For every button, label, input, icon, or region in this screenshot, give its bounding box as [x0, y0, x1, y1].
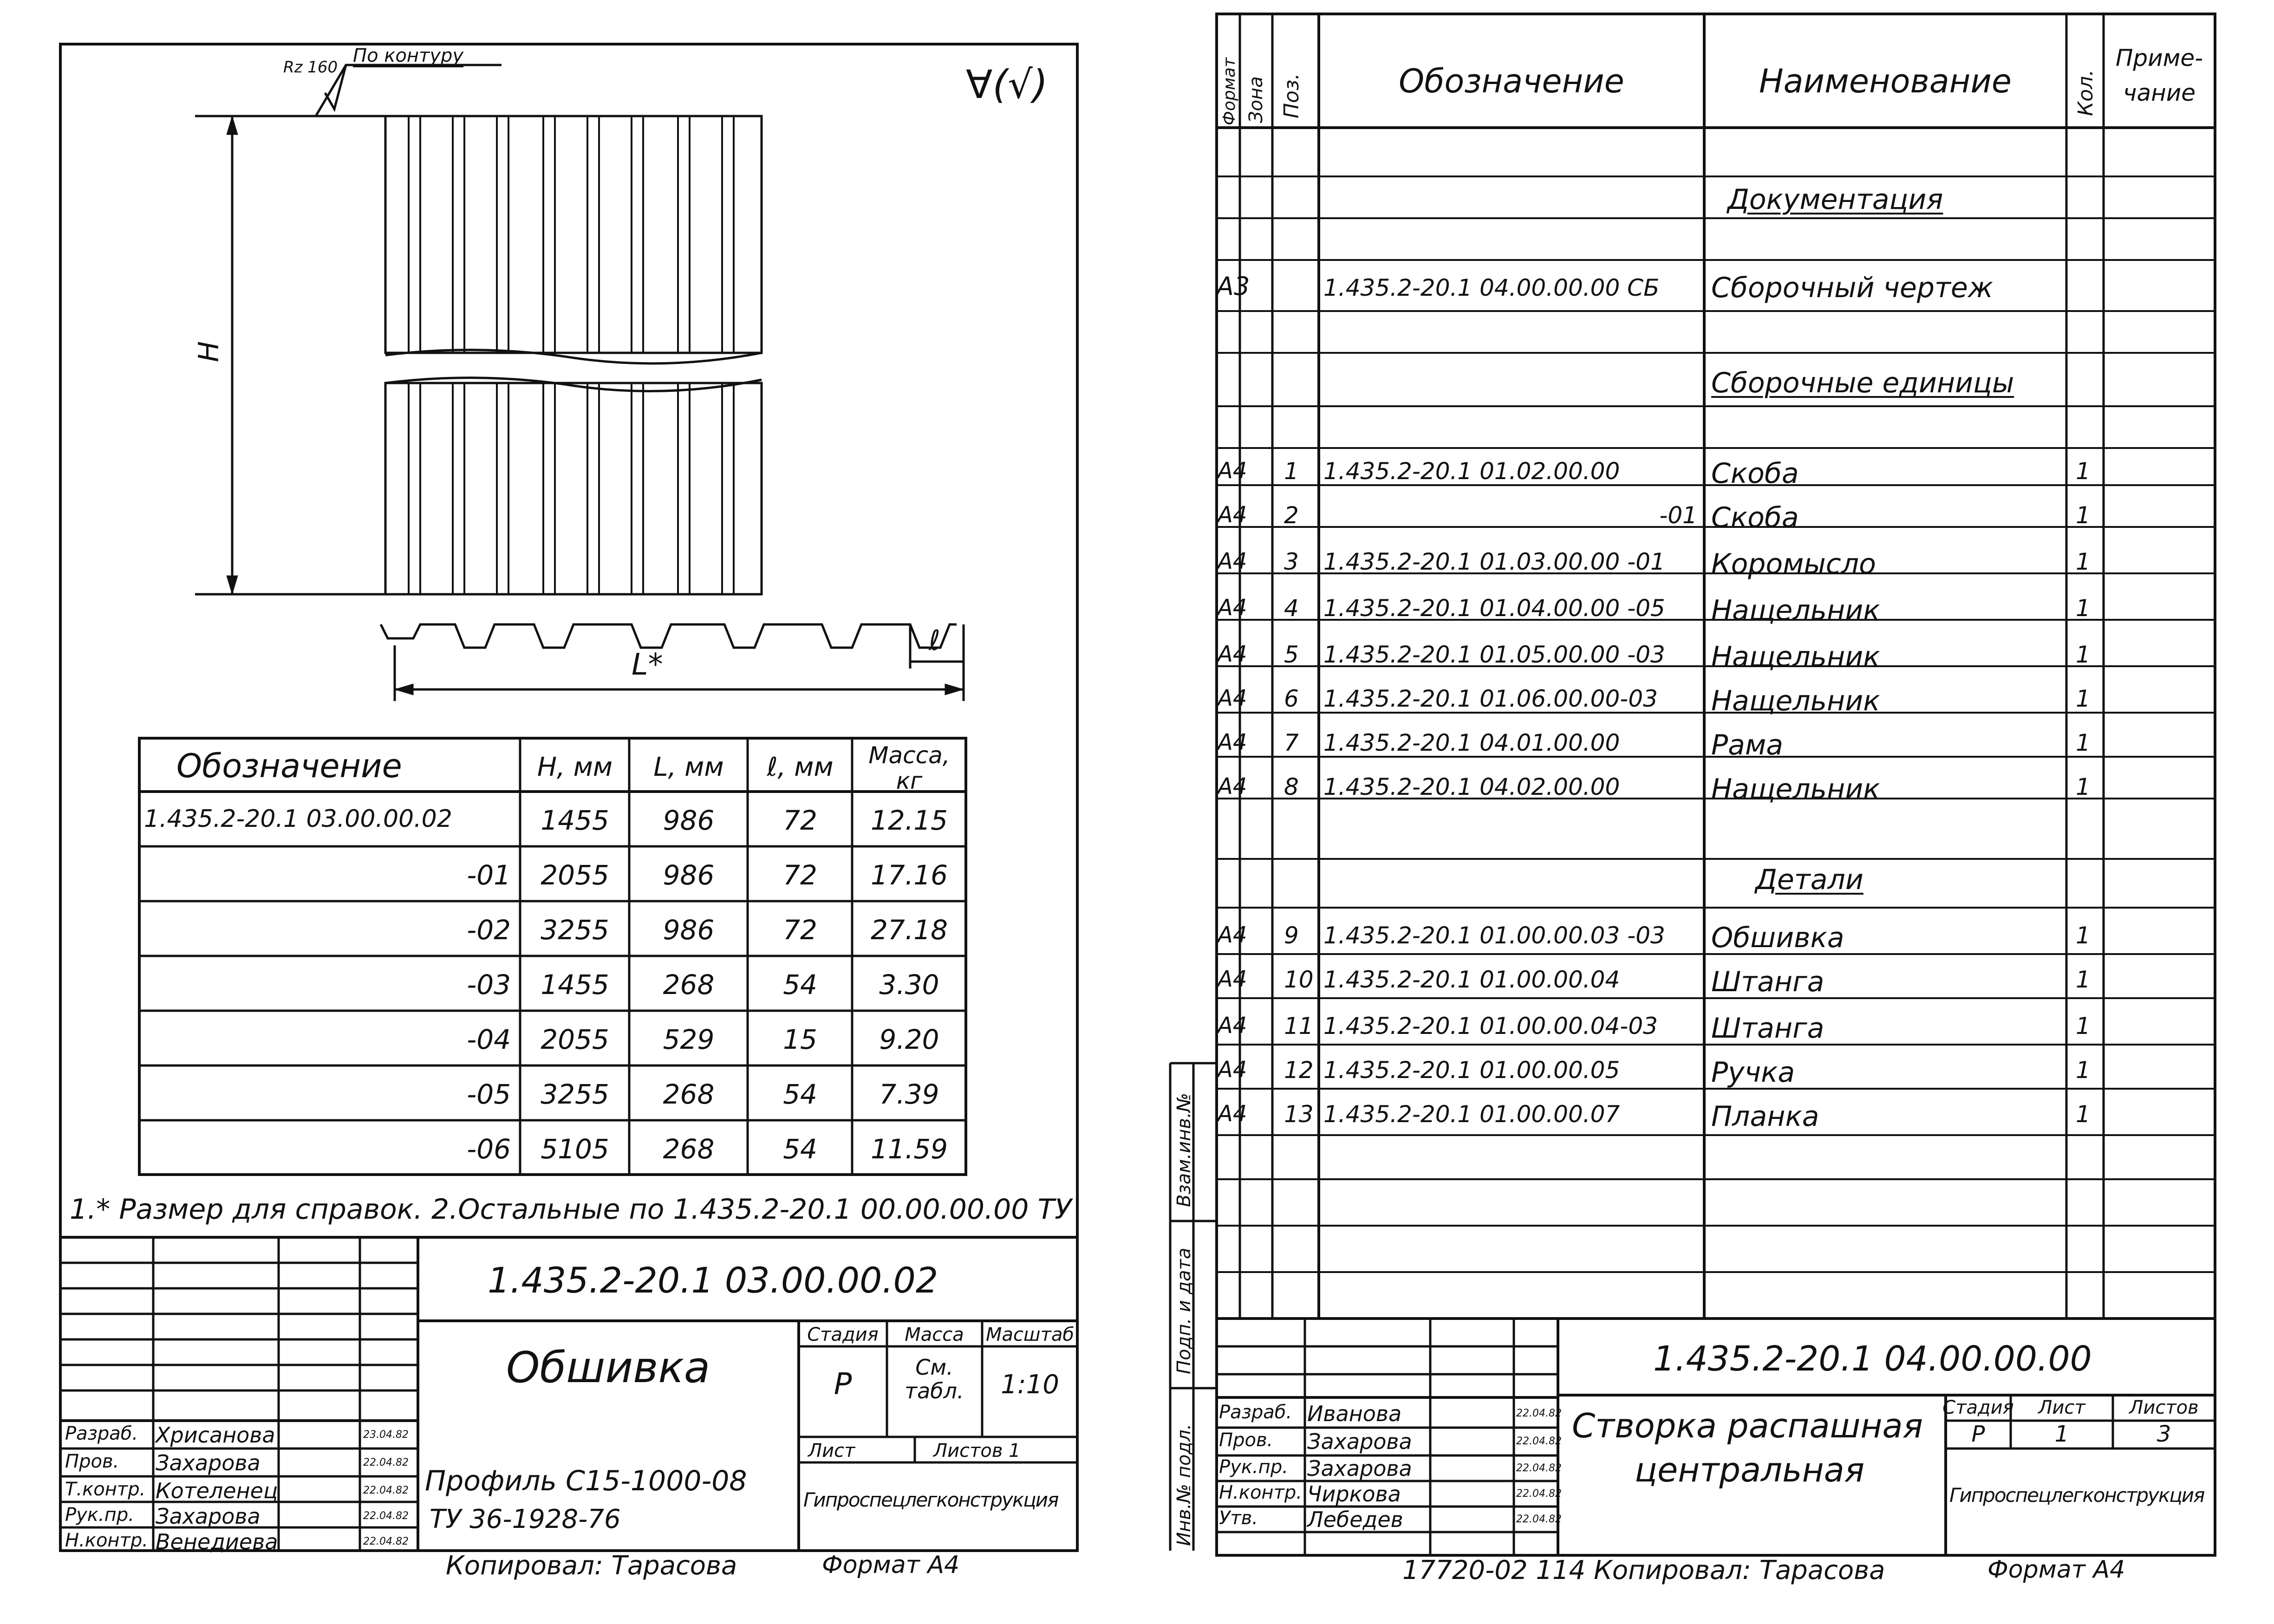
spec-format: А4 [1218, 729, 1247, 755]
table-cell-value: 268 [663, 1133, 715, 1165]
spec-format: А4 [1218, 1101, 1247, 1127]
spec-designation: 1.435.2-20.1 01.00.00.04 [1323, 966, 1620, 993]
signature-role: Рук.пр. [65, 1504, 134, 1526]
spec-format: А4 [1218, 773, 1247, 799]
label-sheet: Лист [808, 1440, 855, 1462]
spec-qty: 1 [2076, 595, 2091, 622]
table-cell-designation: -06 [467, 1133, 511, 1165]
signature-role: Разраб. [1219, 1402, 1292, 1423]
break-line-lower [385, 378, 762, 391]
stage-value: Р [834, 1367, 852, 1402]
signature-date: 22.04.82 [363, 1485, 409, 1496]
table-cell-value: 3255 [541, 914, 609, 946]
signature-role: Пров. [65, 1451, 119, 1472]
material-line2: ТУ 36-1928-76 [430, 1504, 621, 1534]
spec-designation: -01 [1659, 502, 1697, 529]
table-cell-designation: -03 [467, 969, 511, 1000]
spec-pos: 12 [1284, 1057, 1314, 1084]
drawing-sheet-left [0, 0, 1114, 1624]
table-cell-designation: 1.435.2-20.1 03.00.00.02 [144, 805, 452, 833]
copied-by: Копировал: Тарасова [446, 1551, 737, 1581]
header-pos: Поз. [1280, 73, 1303, 118]
spec-name: Скоба [1711, 501, 1799, 534]
table-header-pitch: ℓ, мм [767, 752, 834, 782]
spec-name: Нащельник [1711, 773, 1880, 806]
roughness-note: По контуру [353, 45, 464, 66]
label-sheets: Листов 1 [933, 1440, 1021, 1462]
header-designation: Обозначение [1399, 62, 1624, 100]
table-cell-value: 54 [783, 1078, 817, 1110]
title-name-line2: центральная [1635, 1450, 1865, 1489]
label-sheets: Листов [2129, 1397, 2199, 1418]
label-sheet: Лист [2038, 1397, 2085, 1418]
spec-qty: 1 [2076, 773, 2091, 800]
general-roughness-symbol: ∀(√) [966, 62, 1048, 107]
spec-pos: 11 [1284, 1013, 1314, 1039]
signature-role: Рук.пр. [1219, 1456, 1288, 1478]
spec-pos: 1 [1284, 458, 1299, 485]
spec-name: Штанга [1711, 966, 1824, 998]
title-name: Обшивка [506, 1343, 710, 1392]
signature-role: Пров. [1219, 1429, 1273, 1451]
spec-format: А4 [1218, 458, 1247, 484]
spec-format: А4 [1218, 641, 1247, 667]
spec-qty: 1 [2076, 502, 2091, 529]
signature-name: Иванова [1307, 1401, 1402, 1426]
signature-name: Захарова [156, 1504, 261, 1529]
label-stage: Стадия [1942, 1397, 2014, 1418]
spec-qty: 1 [2076, 1057, 2091, 1084]
spec-format: А4 [1218, 922, 1247, 948]
signature-role: Разраб. [65, 1423, 138, 1444]
signature-name: Венедиева [156, 1529, 278, 1554]
spec-format: А4 [1218, 685, 1247, 711]
signature-date: 22.04.82 [363, 1536, 409, 1547]
label-stage: Стадия [807, 1324, 879, 1345]
spec-name: Штанга [1711, 1012, 1824, 1045]
spec-name: Нащельник [1711, 641, 1880, 673]
signature-date: 22.04.82 [1516, 1514, 1562, 1525]
table-cell-value: 268 [663, 969, 715, 1000]
spec-qty: 1 [2076, 685, 2091, 712]
panel-top-part [385, 116, 762, 353]
signature-name: Захарова [1307, 1429, 1412, 1454]
organization: Гипроспецлегконструкция [803, 1488, 1058, 1511]
title-designation: 1.435.2-20.1 03.00.00.02 [488, 1260, 938, 1301]
spec-designation: 1.435.2-20.1 01.04.00.00 -05 [1323, 595, 1665, 622]
signature-name: Чиркова [1307, 1481, 1401, 1507]
mass-value: См. табл. [905, 1355, 964, 1403]
spec-format: А4 [1218, 502, 1247, 528]
signature-role: Н.контр. [65, 1530, 148, 1551]
spec-qty: 1 [2076, 548, 2091, 575]
table-header-l: L, мм [653, 752, 724, 782]
format-label: Формат А4 [1987, 1556, 2125, 1584]
drawing-sheet-right [1133, 0, 2248, 1624]
dim-label-pitch: ℓ [929, 624, 940, 657]
header-qty: Кол. [2074, 69, 2098, 116]
spec-pos: 7 [1284, 729, 1299, 756]
spec-format: А4 [1218, 548, 1247, 574]
spec-qty: 1 [2076, 729, 2091, 756]
table-cell-value: 2055 [541, 859, 609, 891]
spec-designation: 1.435.2-20.1 01.05.00.00 -03 [1323, 641, 1665, 668]
title-designation: 1.435.2-20.1 04.00.00.00 [1653, 1339, 2092, 1379]
spec-name: Ручка [1711, 1056, 1795, 1089]
signature-date: 22.04.82 [1516, 1462, 1562, 1474]
spec-qty: 1 [2076, 1013, 2091, 1039]
spec-qty: 1 [2076, 966, 2091, 993]
spec-designation: 1.435.2-20.1 01.03.00.00 -01 [1323, 548, 1665, 575]
spec-designation: 1.435.2-20.1 01.00.00.05 [1323, 1057, 1620, 1084]
table-cell-value: 54 [783, 969, 817, 1000]
signature-name: Захарова [1307, 1456, 1412, 1481]
sheets-value: 3 [2157, 1421, 2171, 1447]
spec-pos: 3 [1284, 548, 1299, 575]
table-cell-value: 529 [663, 1024, 715, 1055]
material-line1: Профиль С15-1000-08 [425, 1465, 747, 1497]
spec-qty: 1 [2076, 922, 2091, 949]
doc-name: Сборочный чертеж [1711, 272, 1993, 304]
signature-date: 23.04.82 [363, 1429, 409, 1441]
spec-format: А4 [1218, 1013, 1247, 1039]
trapezoid-profile [381, 624, 957, 648]
spec-pos: 2 [1284, 502, 1299, 529]
dim-label-h: H [193, 341, 225, 362]
table-cell-value: 2055 [541, 1024, 609, 1055]
header-name: Наименование [1759, 62, 2012, 100]
table-cell-designation: -01 [467, 859, 511, 891]
signature-date: 22.04.82 [363, 1457, 409, 1468]
spec-name: Нащельник [1711, 685, 1880, 717]
table-cell-value: 72 [783, 805, 817, 836]
side-label-inventory: Инв.№ подл. [1173, 1423, 1195, 1546]
table-cell-value: 72 [783, 859, 817, 891]
spec-designation: 1.435.2-20.1 01.00.00.03 -03 [1323, 922, 1665, 949]
title-name-line1: Створка распашная [1572, 1406, 1923, 1445]
table-cell-value: 5105 [541, 1133, 609, 1165]
table-cell-value: 17.16 [870, 859, 948, 891]
label-scale: Масштаб [985, 1324, 1075, 1345]
doc-format: А3 [1217, 272, 1250, 301]
table-cell-value: 986 [663, 914, 715, 946]
spec-pos: 5 [1284, 641, 1299, 668]
table-cell-value: 15 [783, 1024, 817, 1055]
section-documentation: Документация [1727, 183, 1943, 216]
table-cell-value: 1455 [541, 805, 609, 836]
spec-name: Обшивка [1711, 922, 1844, 954]
spec-designation: 1.435.2-20.1 04.01.00.00 [1323, 729, 1620, 756]
spec-name: Нащельник [1711, 594, 1880, 627]
table-cell-value: 9.20 [879, 1024, 939, 1055]
table-cell-value: 986 [663, 859, 715, 891]
panel-bottom-part [385, 383, 762, 594]
spec-designation: 1.435.2-20.1 04.02.00.00 [1323, 773, 1620, 800]
spec-pos: 6 [1284, 685, 1299, 712]
signature-role: Т.контр. [65, 1479, 146, 1500]
table-header-h: H, мм [537, 752, 613, 782]
header-note-line1: Приме- [2115, 45, 2203, 71]
signature-date: 22.04.82 [363, 1510, 409, 1522]
spec-pos: 9 [1284, 922, 1299, 949]
table-cell-value: 12.15 [870, 805, 948, 836]
table-cell-value: 3255 [541, 1078, 609, 1110]
table-header-mass: Масса, кг [868, 742, 950, 794]
signature-role: Утв. [1219, 1507, 1258, 1529]
side-label-sign-date: Подп. и дата [1173, 1247, 1195, 1374]
spec-name: Планка [1711, 1100, 1819, 1133]
spec-format: А4 [1218, 595, 1247, 621]
header-format: Формат [1220, 57, 1239, 125]
doc-designation: 1.435.2-20.1 04.00.00.00 СБ [1323, 274, 1660, 301]
table-cell-designation: -02 [467, 914, 511, 946]
signature-name: Лебедев [1307, 1507, 1403, 1532]
section-details: Детали [1755, 864, 1864, 896]
right-sheet-linework [1133, 0, 2248, 1624]
spec-name: Скоба [1711, 457, 1799, 490]
spec-pos: 4 [1284, 595, 1299, 622]
table-cell-value: 72 [783, 914, 817, 946]
spec-pos: 10 [1284, 966, 1314, 993]
side-label-replacement: Взам.инв.№ [1173, 1092, 1195, 1207]
spec-name: Рама [1711, 729, 1783, 761]
spec-designation: 1.435.2-20.1 01.00.00.04-03 [1323, 1013, 1658, 1039]
spec-name: Коромысло [1711, 548, 1876, 580]
section-assemblies: Сборочные единицы [1711, 367, 2014, 399]
roughness-value: Rz 160 [283, 58, 338, 77]
signature-role: Н.контр. [1219, 1482, 1302, 1503]
spec-qty: 1 [2076, 641, 2091, 668]
spec-designation: 1.435.2-20.1 01.06.00.00-03 [1323, 685, 1658, 712]
spec-designation: 1.435.2-20.1 01.00.00.07 [1323, 1101, 1620, 1128]
signature-name: Хрисанова [156, 1423, 275, 1448]
table-header-designation: Обозначение [176, 747, 402, 785]
table-cell-value: 27.18 [870, 914, 948, 946]
table-cell-designation: -04 [467, 1024, 511, 1055]
table-cell-value: 268 [663, 1078, 715, 1110]
spec-format: А4 [1218, 1057, 1247, 1083]
spec-pos: 13 [1284, 1101, 1314, 1128]
table-cell-designation: -05 [467, 1078, 511, 1110]
header-zone: Зона [1245, 76, 1267, 123]
table-cell-value: 11.59 [870, 1133, 948, 1165]
spec-designation: 1.435.2-20.1 01.02.00.00 [1323, 458, 1620, 485]
signature-name: Котеленец [156, 1478, 278, 1503]
dim-label-l: L* [632, 648, 663, 682]
signature-date: 22.04.82 [1516, 1488, 1562, 1500]
header-note-line2: чание [2123, 79, 2196, 106]
signature-name: Захарова [156, 1450, 261, 1475]
scale-value: 1:10 [1001, 1370, 1059, 1400]
copied-by: 17720-02 114 Копировал: Тарасова [1402, 1555, 1885, 1585]
spec-pos: 8 [1284, 773, 1299, 800]
table-cell-value: 54 [783, 1133, 817, 1165]
spec-qty: 1 [2076, 1101, 2091, 1128]
general-note: 1.* Размер для справок. 2.Остальные по 1.435.2-20.1 00.00.00.00 ТУ [70, 1193, 1072, 1226]
table-cell-value: 986 [663, 805, 715, 836]
stage-value: Р [1971, 1421, 1985, 1447]
signature-date: 22.04.82 [1516, 1436, 1562, 1447]
format-label: Формат А4 [822, 1551, 960, 1579]
label-mass: Масса [905, 1324, 964, 1345]
table-cell-value: 7.39 [879, 1078, 939, 1110]
spec-qty: 1 [2076, 458, 2091, 485]
sheet-value: 1 [2054, 1421, 2069, 1447]
table-cell-value: 1455 [541, 969, 609, 1000]
organization: Гипроспецлегконструкция [1949, 1484, 2204, 1507]
table-cell-value: 3.30 [879, 969, 939, 1000]
spec-format: А4 [1218, 966, 1247, 992]
signature-date: 22.04.82 [1516, 1408, 1562, 1419]
